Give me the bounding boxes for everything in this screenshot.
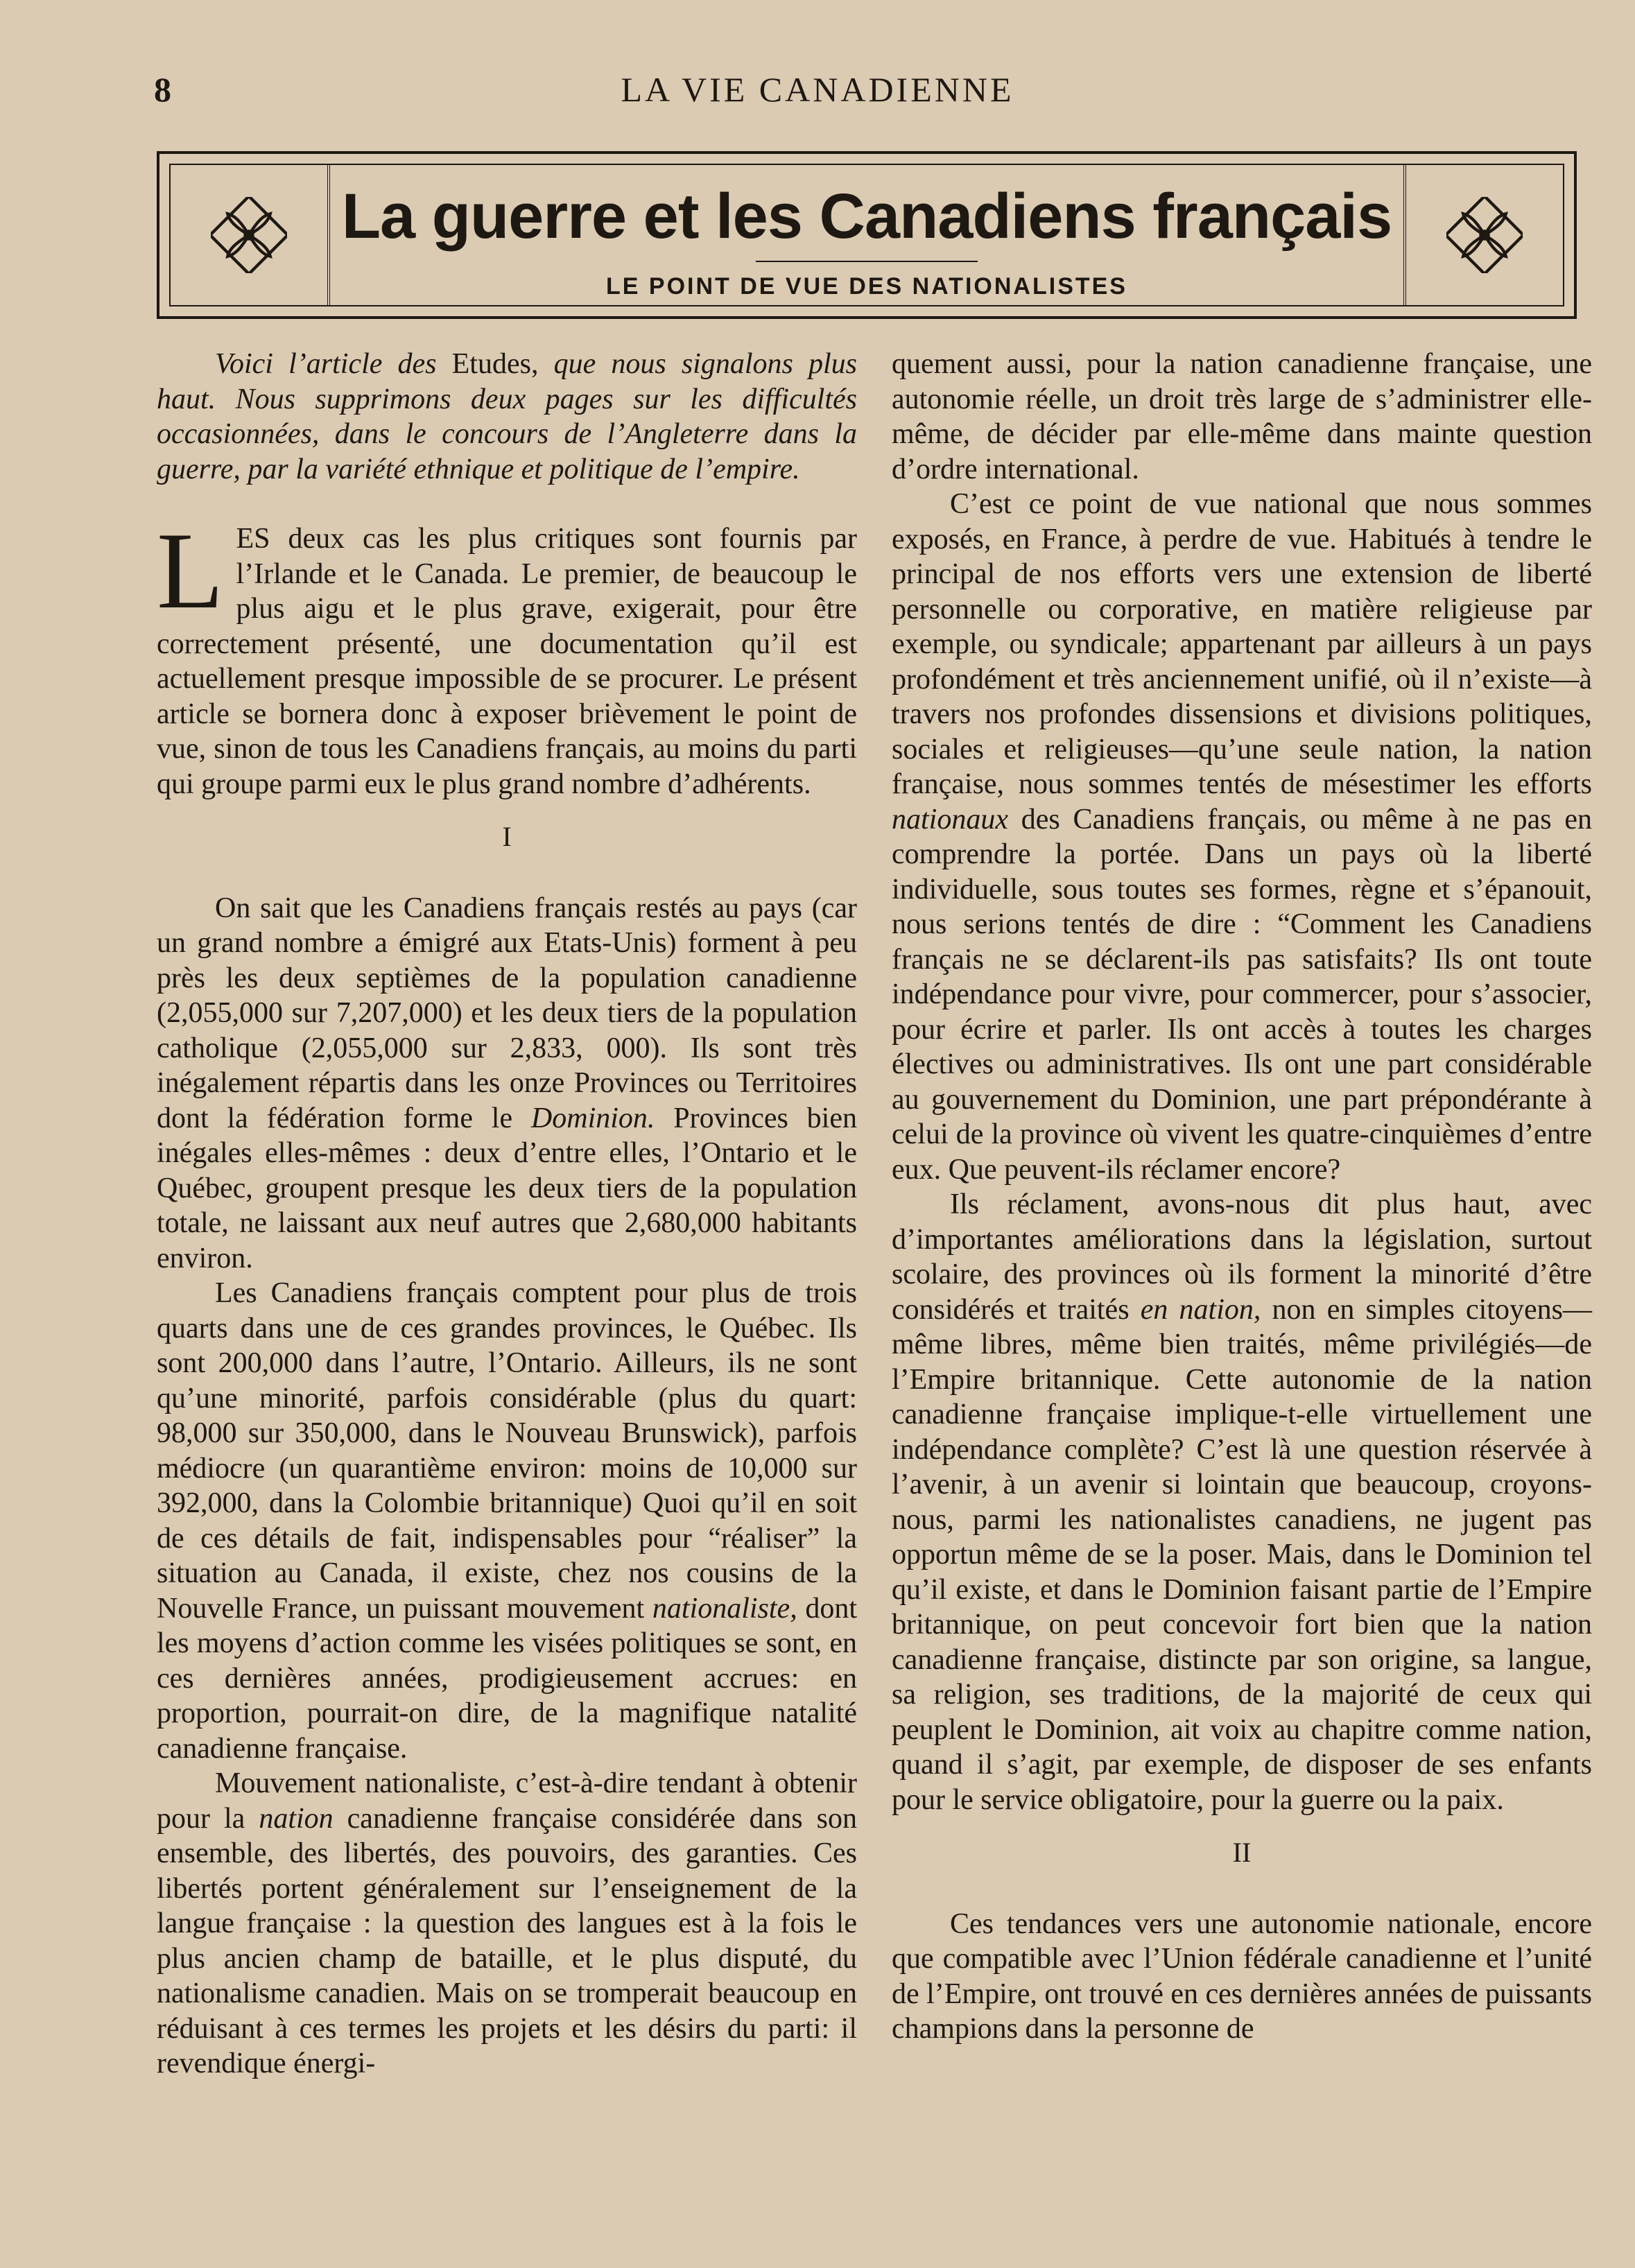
italic-term: nationaliste, <box>652 1592 797 1625</box>
paragraph <box>157 891 857 1276</box>
drop-cap: L <box>157 510 224 632</box>
title-ornament-panel-right <box>1403 165 1563 305</box>
paragraph-text: non en simples citoyens—même libres, même bien traités, même privilégiés—de l’Empire britannique. Cette autonomie de la nation canadienne française implique-t-elle virtuellement une indépendance complète? C’est là une question réservée à l’avenir, à un avenir si lointain que beaucoup, croyons-nous, parmi les nationalistes canadiens, ne jugent pas opportun même de se la poser. Mais, dans le Dominion tel qu’il existe, et dans le Dominion faisant partie de l’Empire britannique, on peut concevoir fort bien que la nation canadienne française, distincte par son origine, sa langue, sa religion, ses traditions, de la majorité de ceux qui peuplent le Dominion, ait voix au chapitre comme nation, quand il s’agit, par exemple, de disposer de ses enfants pour le service obligatoire, pour la guerre ou la paix. <box>892 1293 1592 1816</box>
article-subtitle: LE POINT DE VUE DES NATIONALISTES <box>606 273 1127 300</box>
title-rule <box>756 261 978 262</box>
paragraph: Ces tendances vers une autonomie nationale, encore que compatible avec l’Union fédérale canadienne et l’unité de l’Empire, ont trouvé en ces dernières années de puissants champions dans la personne de <box>892 1907 1592 2045</box>
title-banner <box>157 151 1577 319</box>
fleuron-ornament-icon <box>1446 197 1523 273</box>
paragraph-text: Provinces bien inégales elles-mêmes : deux d’entre elles, l’Ontario et le Québec, groupent presque les deux tiers de la population totale, ne laissant aux neuf autres que 2,680,000 habitants environ. <box>157 1102 857 1274</box>
paragraph-text: C’est ce point de vue national que nous sommes exposés, en France, à perdre de vue. Habitués à tendre le principal de nos efforts vers une extension de liberté personnelle ou corporative, en matière religieuse par exemple, ou syndicale; appartenant par ailleurs à un pays profondément et très anciennement unifié, où il n’existe—à travers nos profondes dissensions et divisions politiques, sociales et religieuses—qu’une seule nation, la nation française, nous sommes tentés de mésestimer les efforts <box>892 488 1592 800</box>
article-title: La guerre et les Canadiens français <box>341 181 1392 252</box>
paragraph <box>892 487 1592 1187</box>
paragraph <box>157 510 857 802</box>
italic-term: nation <box>259 1802 334 1835</box>
paragraph-text: des Canadiens français, ou même à ne pas en comprendre la portée. Dans un pays où la liberté individuelle, sous toutes ses formes, règne et s’épanouit, nous serions tentés de dire : “Comment les Canadiens français ne se déclarent-ils pas satisfaits? Ils ont toute indépendance pour vivre, pour commercer, pour s’associer, pour écrire et parler. Ils ont accès à toutes les charges électives ou administratives. Ils ont une part considérable au gouvernement du Dominion, une part prépondérante à celui de la province où vivent les quatre-cinquièmes d’entre eux. Que peuvent-ils réclamer encore? <box>892 803 1592 1186</box>
paragraph <box>157 1766 857 2081</box>
section-number: I <box>502 821 512 852</box>
right-column <box>892 347 1592 2047</box>
intro-source: Etudes, <box>451 348 539 380</box>
paragraph <box>157 1276 857 1766</box>
title-ornament-panel-left <box>171 165 330 305</box>
paragraph-text: On sait que les Canadiens français restés au pays (car un grand nombre a émigré aux Etats-Unis) forment à peu près les deux septièmes de la population canadienne (2,055,000 sur 7,207,000) et les deux tiers de la population catholique (2,055,000 sur 2,833, 000). Ils sont très inégalement répartis dans les onze Provinces ou Territoires dont la fédération forme le <box>157 892 857 1134</box>
section-number: II <box>1232 1837 1252 1868</box>
left-column <box>157 347 857 2081</box>
intro-part2: que nous signalons plus haut. Nous supprimons deux pages sur les difficultés occasionnées, dans le concours de l’Angleterre dans la guerre, par la variété ethnique et politique de l’empire. <box>157 348 857 485</box>
paragraph-text: ES deux cas les plus critiques sont fournis par l’Irlande et le Canada. Le premier, de beaucoup le plus aigu et le plus grave, exigerait, pour être correctement présenté, une documentation qu’il est actuellement presque impossible de se procurer. Le présent article se bornera donc à exposer brièvement le point de vue, sinon de tous les Canadiens français, au moins du parti qui groupe parmi eux le plus grand nombre d’adhérents. <box>157 523 857 800</box>
paragraph <box>892 1187 1592 1817</box>
running-head: LA VIE CANADIENNE <box>621 70 1014 109</box>
paragraph-text: Mouvement nationaliste, c’est-à-dire tendant à obtenir pour la <box>157 1767 857 1835</box>
paragraph: quement aussi, pour la nation canadienne française, une autonomie réelle, un droit très large de s’administrer elle-même, de décider par elle-même dans mainte question d’ordre international. <box>892 348 1592 485</box>
fleuron-ornament-icon <box>211 197 287 273</box>
italic-term: nationaux <box>892 803 1008 836</box>
title-banner-inner <box>169 164 1564 306</box>
paragraph-text: canadienne française considérée dans son ensemble, des libertés, des pouvoirs, des garanties. Ces libertés portent généralement sur l’enseignement de la langue française : la question des langues est à la fois le plus ancien champ de bataille, et le plus disputé, du nationalisme canadien. Mais on se tromperait beaucoup en réduisant à ces termes les projets et les désirs du parti: il revendique énergi- <box>157 1802 858 2079</box>
paragraph-text: dont les moyens d’action comme les visées politiques se sont, en ces dernières années, prodigieusement accrues: en proportion, pourrait-on dire, de la magnifique natalité canadienne française. <box>157 1592 858 1765</box>
italic-term: en nation, <box>1140 1293 1261 1326</box>
intro-part1: Voici l’article des <box>215 348 452 380</box>
paragraph-text: Les Canadiens français comptent pour plus de trois quarts dans une de ces grandes provinces, le Québec. Ils sont 200,000 dans l’autre, l’Ontario. Ailleurs, ils ne sont qu’une minorité, parfois considérable (plus du quart: 98,000 sur 350,000, dans le Nouveau Brunswick), parfois médiocre (un quarantième environ: moins de 10,000 sur 392,000, dans la Colombie britannique) Quoi qu’il en soit de ces détails de fait, indispensables pour “réaliser” la situation au Canada, il existe, chez nos cousins de la Nouvelle France, un puissant mouvement <box>157 1277 857 1625</box>
intro-note <box>157 347 857 487</box>
paragraph-text: Ils réclament, avons-nous dit plus haut, avec d’importantes améliorations dans la législation, surtout scolaire, des provinces où ils forment la minorité d’être considérés et traités <box>892 1188 1592 1326</box>
italic-term: Dominion. <box>530 1102 655 1134</box>
page-number: 8 <box>154 70 171 109</box>
